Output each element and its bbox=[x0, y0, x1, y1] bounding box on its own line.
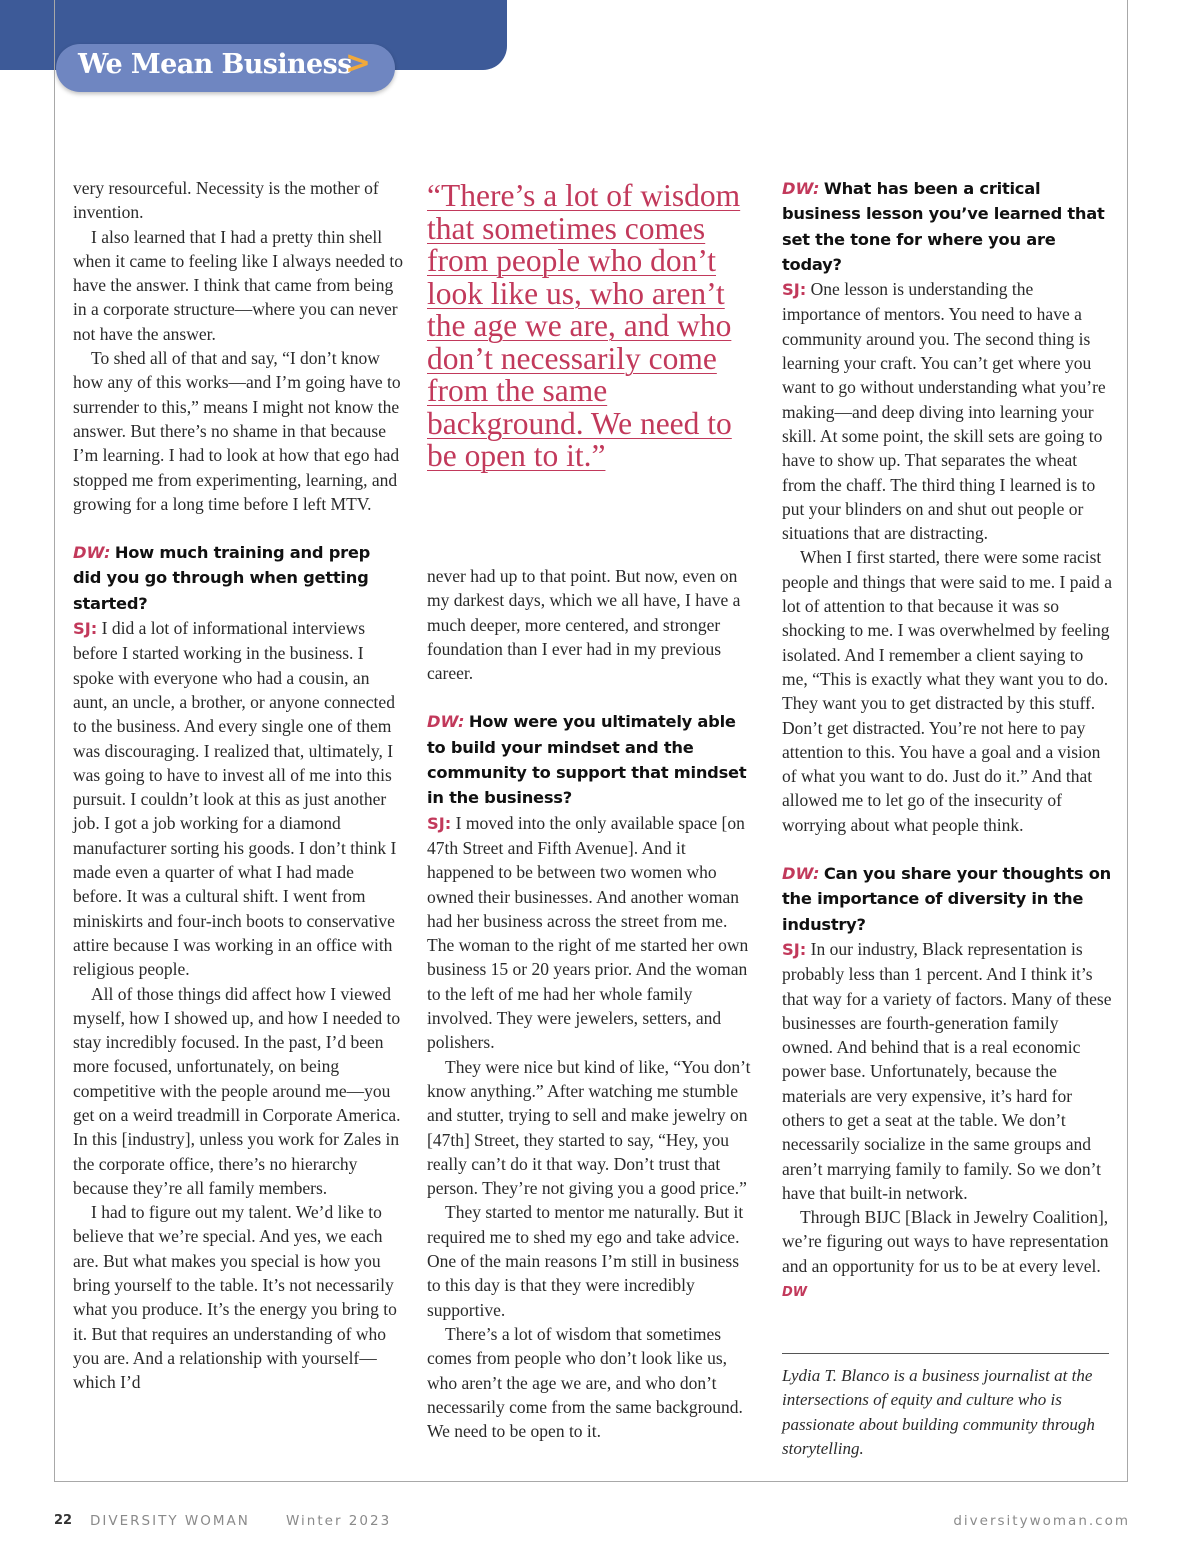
page-number: 22 bbox=[54, 1513, 73, 1528]
interviewee-label: SJ: bbox=[427, 813, 452, 833]
answer-text: One lesson is understanding the importance of mentors. You need to have a community around you. The second thing is learning your craft. You can’t get where you want to go without understanding what you’re making—and deep diving into learning your skill. At some point, the skill sets are going to have to show up. That separates the wheat from the chaff. The third thing I learned is to put your blinders on and shut out people or situations that are distracting. bbox=[782, 279, 1106, 544]
paragraph: When I first started, there were some racist people and things that were said to me. I paid a lot of attention to that because it was so shocking to me. I was overwhelmed by feeling isolated. And I remember a client saying to me, “This is exactly what they want you to do. They want you to get distracted by this stuff. Don’t get distracted. You’re not here to pay attention to this. You have a goal and a vision of what you want to do. Just do it.” And that allowed me to let go of the insecurity of worrying about what people think. bbox=[782, 547, 1112, 835]
answer bbox=[782, 277, 1112, 545]
paragraph: I also learned that I had a pretty thin shell when it came to feeling like I always needed to have the answer. I think that came from being in a corporate structure—where you can never not have the answer. bbox=[73, 226, 403, 344]
column-3 bbox=[782, 176, 1112, 1305]
end-mark: DW bbox=[782, 1285, 808, 1301]
author-bio: Lydia T. Blanco is a business journalist at the intersections of equity and culture who is passionate about building community through storytelling. bbox=[782, 1366, 1095, 1458]
question bbox=[782, 176, 1112, 277]
column-2 bbox=[427, 564, 757, 1443]
interviewer-label: DW: bbox=[782, 179, 820, 198]
bio-divider bbox=[782, 1353, 1109, 1354]
answer-text: I moved into the only available space [on 47th Street and Fifth Avenue]. And it happened to be between two women who owned their businesses. And another woman had her business across the street from me. The woman to the right of me started her own business 15 or 20 years prior. And the woman to the left of me had her whole family involved. They were jewelers, setters, and polishers. bbox=[427, 812, 749, 1053]
interviewee-label: SJ: bbox=[782, 939, 807, 959]
interviewer-label: DW: bbox=[782, 864, 820, 884]
paragraph bbox=[782, 1205, 1112, 1305]
pull-quote-text: “There’s a lot of wisdom that sometimes comes from people who don’t look like us, who aren’t the age we are, and who don’t necessarily come from the same background. We need to be open to it.” bbox=[427, 178, 741, 473]
paragraph: They were nice but kind of like, “You don’t know anything.” After watching me stumble and stutter, trying to sell and make jewelry on [47th] Street, they started to say, “Hey, you really can’t do it that way. Don’t trust that person. They’re not giving you a good price.” bbox=[427, 1056, 751, 1199]
column-1 bbox=[73, 176, 403, 1395]
interviewer-label: DW: bbox=[73, 543, 111, 563]
interviewee-label: SJ: bbox=[782, 280, 807, 300]
answer bbox=[73, 616, 403, 981]
question-text: Can you share your thoughts on the importance of diversity in the industry? bbox=[782, 864, 1112, 934]
closing-text: Through BIJC [Black in Jewelry Coalition], we’re figuring out ways to have representation and an opportunity for us to be at every level. bbox=[782, 1207, 1109, 1276]
question bbox=[427, 709, 757, 810]
magazine-name: DIVERSITY WOMAN bbox=[90, 1513, 250, 1529]
paragraph: never had up to that point. But now, even on my darkest days, which we all have, I have a much deeper, more centered, and stronger foundation than I ever had in my previous career. bbox=[427, 566, 741, 684]
paragraph: I had to figure out my talent. We’d like to believe that we’re special. And yes, we each are. But what makes you special is how you bring yourself to the table. It’s not necessarily what you produce. It’s the energy you bring to it. But that requires an understanding of who you are. And a relationship with yourself—which I’d bbox=[73, 1202, 397, 1393]
pull-quote bbox=[427, 180, 762, 473]
answer-text: I did a lot of informational interviews before I started working in the business. I spoke with everyone who had a cousin, an aunt, an uncle, a brother, or anyone connected to the business. And every single one of them was discouraging. I realized that, ultimately, I was going to have to invest all of me into this pursuit. I couldn’t look at this as just another job. I got a job working for a diamond manufacturer sorting his goods. I don’t think I made even a quarter of what I had made before. It was a cultural shift. I went from miniskirts and four-inch boots to conservative attire because I was working in an office with religious people. bbox=[73, 618, 397, 980]
interviewer-label: DW: bbox=[427, 712, 465, 732]
paragraph: To shed all of that and say, “I don’t know how any of this works—and I’m going have to surrender to this,” means I might not know the answer. But there’s no shame in that because I’m learning. I had to look at how that ego had stopped me from experimenting, learning, and growing for a long time before I left MTV. bbox=[73, 348, 401, 514]
issue-date: Winter 2023 bbox=[286, 1513, 392, 1529]
answer-text: In our industry, Black representation is probably less than 1 percent. And I think it’s that way for a variety of factors. Many of these businesses are fourth-generation family owned. And behind that is a real economic power base. Unfortunately, because the materials are very expensive, it’s hard for others to get a seat at the table. We don’t necessarily socialize in the same groups and aren’t marrying family to family. So we don’t have that built-in network. bbox=[782, 938, 1112, 1203]
interviewee-label: SJ: bbox=[73, 619, 98, 639]
chevron-right-icon: > bbox=[345, 45, 371, 81]
question-text: How were you ultimately able to build your mindset and the community to support that mindset in the business? bbox=[427, 712, 747, 808]
section-title: We Mean Business bbox=[78, 49, 352, 80]
question bbox=[73, 540, 403, 616]
page-footer bbox=[54, 1513, 1130, 1533]
answer bbox=[427, 811, 757, 1055]
paragraph: All of those things did affect how I viewed myself, how I showed up, and how I needed to stay incredibly focused. In the past, I’d been more focused, unfortunately, on being competitive with the people around me—you get on a weird treadmill in Corporate America. In this [industry], unless you work for Zales in the corporate office, there’s no hierarchy because they’re all family members. bbox=[73, 983, 401, 1198]
website-link[interactable]: diversitywoman.com bbox=[953, 1513, 1130, 1529]
question-text: What has been a critical business lesson you’ve learned that set the tone for where you are today? bbox=[782, 179, 1105, 274]
paragraph: very resourceful. Necessity is the mother of invention. bbox=[73, 178, 379, 223]
paragraph: They started to mentor me naturally. But it required me to shed my ego and take advice. One of the main reasons I’m still in business to this day is that they were incredibly supportive. bbox=[427, 1202, 744, 1320]
question bbox=[782, 861, 1112, 937]
question-text: How much training and prep did you go through when getting started? bbox=[73, 543, 371, 613]
answer bbox=[782, 937, 1112, 1205]
paragraph: There’s a lot of wisdom that sometimes comes from people who don’t look like us, who aren’t the age we are, and who don’t necessarily come from the same background. We need to be open to it. bbox=[427, 1323, 743, 1442]
